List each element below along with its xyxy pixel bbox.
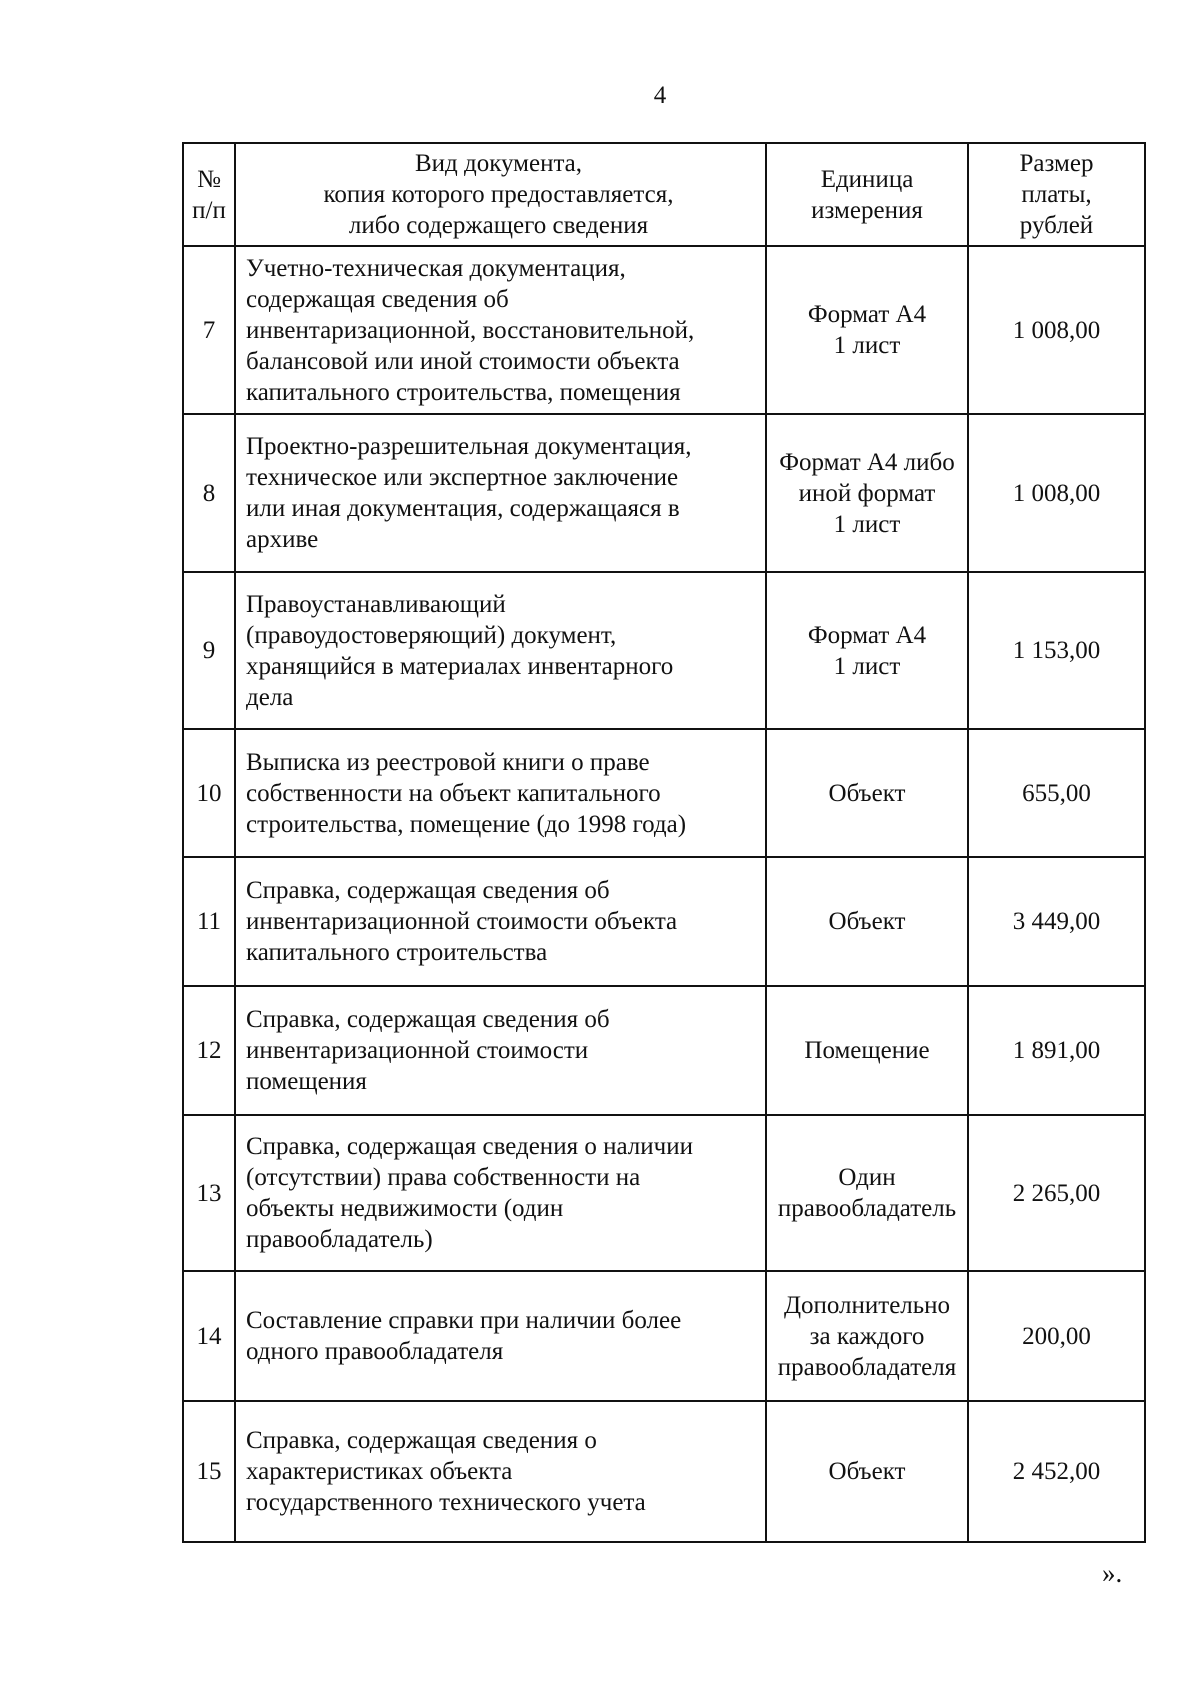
row-fee: 655,00 [968, 729, 1145, 857]
row-number: 7 [183, 246, 235, 414]
row-unit: Формат А4 1 лист [766, 246, 968, 414]
row-number: 14 [183, 1271, 235, 1401]
row-unit: Помещение [766, 986, 968, 1115]
row-document-type: Справка, содержащая сведения об инвентаризационной стоимости объекта капитального строительства [235, 857, 766, 986]
row-unit: Формат А4 1 лист [766, 572, 968, 729]
row-number: 15 [183, 1401, 235, 1542]
table-row [183, 1271, 1145, 1401]
row-number: 11 [183, 857, 235, 986]
row-fee: 2 452,00 [968, 1401, 1145, 1542]
header-number: № п/п [183, 143, 235, 246]
row-number: 9 [183, 572, 235, 729]
row-fee: 1 891,00 [968, 986, 1145, 1115]
row-fee: 2 265,00 [968, 1115, 1145, 1271]
row-document-type: Справка, содержащая сведения о наличии (отсутствии) права собственности на объекты недвижимости (один правообладатель) [235, 1115, 766, 1271]
table-row [183, 572, 1145, 729]
table-header-row [183, 143, 1145, 246]
row-fee: 1 008,00 [968, 414, 1145, 572]
header-fee: Размер платы, рублей [968, 143, 1145, 246]
row-fee: 1 153,00 [968, 572, 1145, 729]
row-unit: Объект [766, 1401, 968, 1542]
row-document-type: Проектно-разрешительная документация, техническое или экспертное заключение или иная документация, содержащаяся в архиве [235, 414, 766, 572]
row-document-type: Составление справки при наличии более одного правообладателя [235, 1271, 766, 1401]
row-number: 13 [183, 1115, 235, 1271]
row-unit: Один правообладатель [766, 1115, 968, 1271]
fee-table [182, 142, 1146, 1543]
row-number: 8 [183, 414, 235, 572]
row-fee: 1 008,00 [968, 246, 1145, 414]
row-unit: Объект [766, 857, 968, 986]
header-document-type: Вид документа, копия которого предоставляется, либо содержащего сведения [235, 143, 766, 246]
page-number: 4 [653, 82, 667, 109]
table-row [183, 246, 1145, 414]
row-unit: Формат А4 либо иной формат 1 лист [766, 414, 968, 572]
table-row [183, 986, 1145, 1115]
row-fee: 3 449,00 [968, 857, 1145, 986]
table-row [183, 857, 1145, 986]
row-document-type: Справка, содержащая сведения об инвентаризационной стоимости помещения [235, 986, 766, 1115]
row-number: 12 [183, 986, 235, 1115]
closing-quote-mark: ». [1102, 1558, 1123, 1588]
row-document-type: Правоустанавливающий (правоудостоверяющий) документ, хранящийся в материалах инвентарного дела [235, 572, 766, 729]
table-row [183, 1401, 1145, 1542]
row-document-type: Выписка из реестровой книги о праве собственности на объект капитального строительства, помещение (до 1998 года) [235, 729, 766, 857]
row-document-type: Учетно-техническая документация, содержащая сведения об инвентаризационной, восстановительной, балансовой или иной стоимости объекта капитального строительства, помещения [235, 246, 766, 414]
row-document-type: Справка, содержащая сведения о характеристиках объекта государственного технического учета [235, 1401, 766, 1542]
row-fee: 200,00 [968, 1271, 1145, 1401]
row-unit: Дополнительно за каждого правообладателя [766, 1271, 968, 1401]
table-row [183, 729, 1145, 857]
row-number: 10 [183, 729, 235, 857]
header-unit: Единица измерения [766, 143, 968, 246]
row-unit: Объект [766, 729, 968, 857]
table-row [183, 414, 1145, 572]
table-row [183, 1115, 1145, 1271]
